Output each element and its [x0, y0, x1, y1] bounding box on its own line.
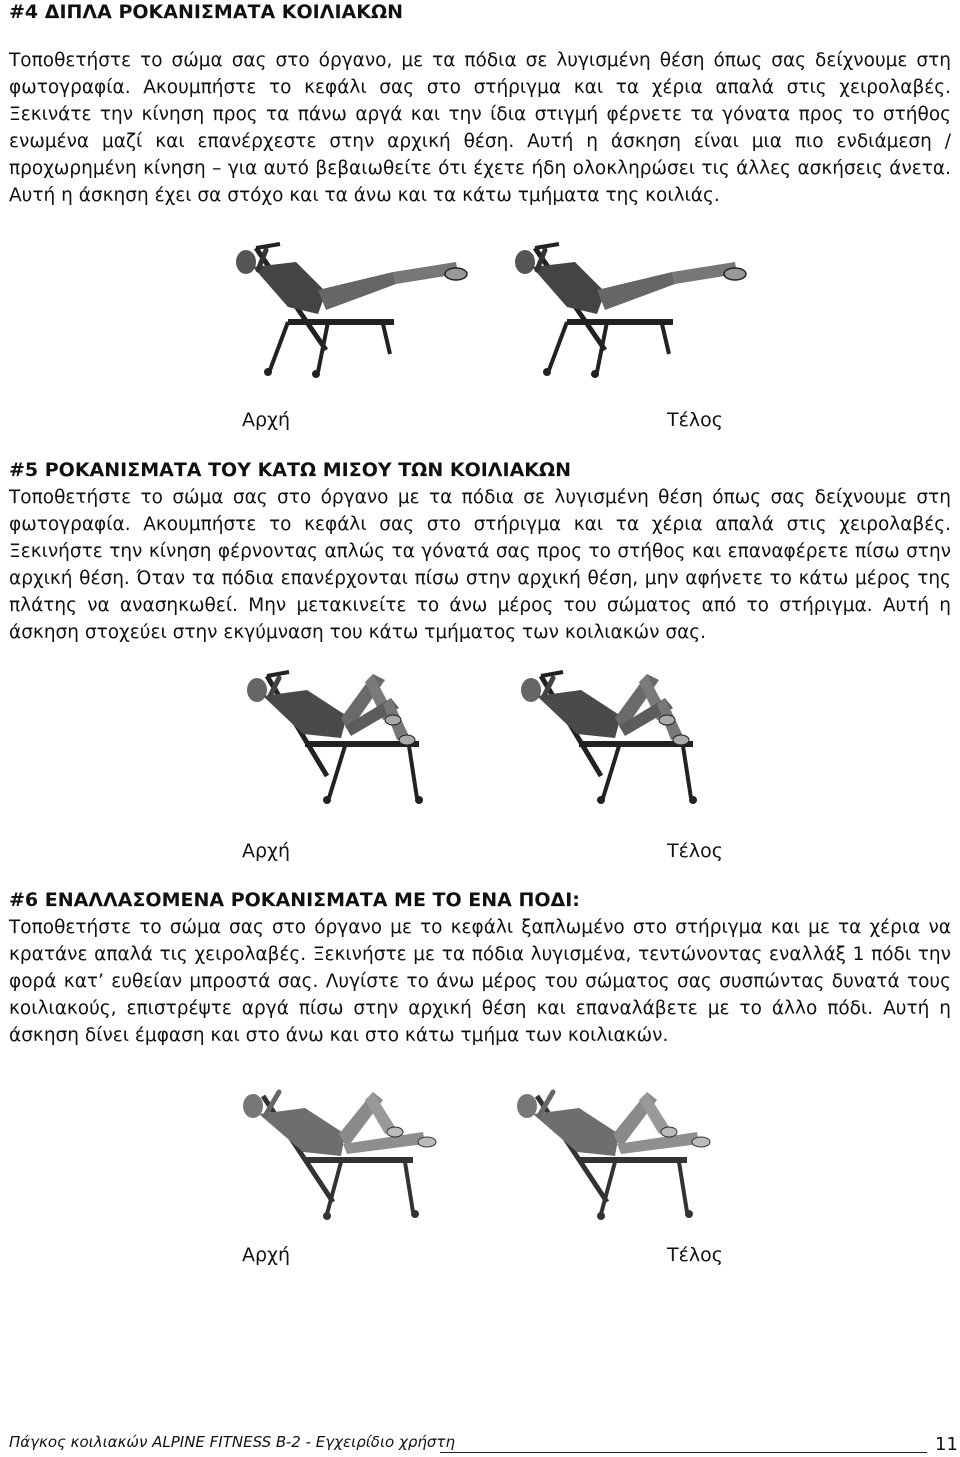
section-4-start-caption: Αρχή [242, 409, 291, 431]
section-6-end-caption: Τέλος [667, 1244, 723, 1266]
section-5-end-photo [497, 646, 753, 816]
section-4-start-photo [218, 222, 474, 390]
footer-text: Πάγκος κοιλιακών ALPINE FITNESS B-2 - Εγχειρίδιο χρήστη [9, 1433, 455, 1451]
section-5-start-caption: Αρχή [242, 840, 291, 862]
section-6-start-caption: Αρχή [242, 1244, 291, 1266]
section-6-start-photo [223, 1062, 479, 1232]
page-number: 11 [935, 1434, 958, 1455]
section-4-title: #4 ΔΙΠΛΑ ΡΟΚΑΝΙΣΜΑΤΑ ΚΟΙΛΙΑΚΩΝ [9, 1, 403, 23]
section-5-end-caption: Τέλος [667, 840, 723, 862]
section-4-end-caption: Τέλος [667, 409, 723, 431]
section-5-start-photo [223, 646, 479, 816]
section-6-end-photo [497, 1062, 753, 1232]
section-5-body: Τοποθετήστε το σώμα σας στο όργανο με τα πόδια σε λυγισμένη θέση όπως σας δείχνουμε στη φωτογραφία. Ακουμπήστε το κεφάλι σας στο στήριγμα και τα χέρια απαλά στις χειρολαβές. Ξεκινήστε την κίνηση φέρνοντας απλώς τα γόνατά σας προς το στήθος και επαναφέρετε πίσω στην αρχική θέση. Όταν τα πόδια επανέρχονται πίσω στην αρχική θέση, μην αφήνετε το κάτω μέρος της πλάτης να ανασηκωθεί. Μην μετακινείτε το άνω μέρος του σώματος από το στήριγμα. Αυτή η άσκηση στοχεύει στην εκγύμναση του κάτω τμήματος των κοιλιακών σας. [9, 487, 951, 643]
footer-rule [440, 1452, 927, 1453]
section-5-title: #5 ΡΟΚΑΝΙΣΜΑΤΑ ΤΟΥ ΚΑΤΩ ΜΙΣΟΥ ΤΩΝ ΚΟΙΛΙΑΚΩΝ [9, 459, 572, 481]
section-6-body: Τοποθετήστε το σώμα σας στο όργανο με το κεφάλι ξαπλωμένο στο στήριγμα και με τα χέρια να κρατάνε απαλά τις χειρολαβές. Ξεκινήστε με τα πόδια λυγισμένα, τεντώνοντας εναλλάξ 1 πόδι την φορά κατ’ ευθείαν μπροστά σας. Λυγίστε το άνω μέρος του σώματος σας συσπώντας δυνατά τους κοιλιακούς, επιστρέψτε αργά πίσω στην αρχική θέση και επαναλάβετε με το άλλο πόδι. Αυτή η άσκηση δίνει έμφαση και στο άνω και στο κάτω τμήμα των κοιλιακών. [9, 917, 951, 1046]
section-4-body: Τοποθετήστε το σώμα σας στο όργανο, με τα πόδια σε λυγισμένη θέση όπως σας δείχνουμε στη φωτογραφία. Ακουμπήστε το κεφάλι σας στο στήριγμα και τα χέρια απαλά στις χειρολαβές. Ξεκινάτε την κίνηση προς τα πάνω αργά και την ίδια στιγμή φέρνετε τα γόνατα προς το στήθος ενωμένα μαζί και επανέρχεστε στην αρχική θέση. Αυτή η άσκηση είναι μια πιο ενδιάμεση / προχωρημένη κίνηση – για αυτό βεβαιωθείτε ότι έχετε ήδη ολοκληρώσει τις άλλες ασκήσεις άνετα. Αυτή η άσκηση έχει σα στόχο και τα άνω και τα κάτω τμήματα της κοιλιάς. [9, 50, 951, 206]
section-6-title: #6 ΕΝΑΛΛΑΣΟΜΕΝΑ ΡΟΚΑΝΙΣΜΑΤΑ ΜΕ ΤΟ ΕΝΑ ΠΟΔΙ: [9, 889, 580, 911]
section-4-end-photo [497, 222, 753, 390]
